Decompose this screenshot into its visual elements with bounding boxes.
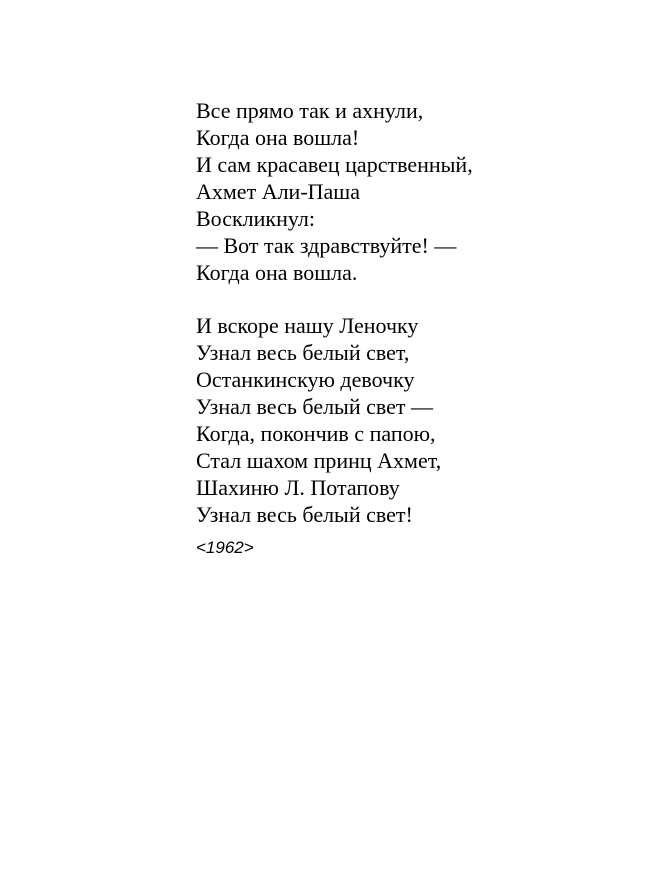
poem-line: Шахиню Л. Потапову (196, 475, 400, 500)
poem-line: И вскоре нашу Леночку (196, 313, 419, 338)
poem-line: Стал шахом принц Ахмет, (196, 448, 442, 473)
poem-line: Когда она вошла. (196, 260, 358, 285)
poem-line: — Вот так здравствуйте! — (196, 233, 457, 258)
poem-line: Ахмет Али-Паша (196, 179, 361, 204)
stanza-2 (196, 312, 616, 528)
poem-line: Останкинскую девочку (196, 367, 415, 392)
poem-line: Когда она вошла! (196, 125, 360, 150)
poem-line: И сам красавец царственный, (196, 152, 473, 177)
poem-line: Узнал весь белый свет, (196, 340, 410, 365)
poem-line: Узнал весь белый свет! (196, 502, 413, 527)
poem-line: Узнал весь белый свет — (196, 394, 434, 419)
poem-date: <1962> (196, 538, 254, 557)
poem-line: Все прямо так и ахнули, (196, 98, 424, 123)
poem-line: Когда, покончив с папою, (196, 421, 436, 446)
poem (196, 97, 616, 559)
poem-line: Воскликнул: (196, 206, 316, 231)
stanza-1 (196, 97, 616, 286)
